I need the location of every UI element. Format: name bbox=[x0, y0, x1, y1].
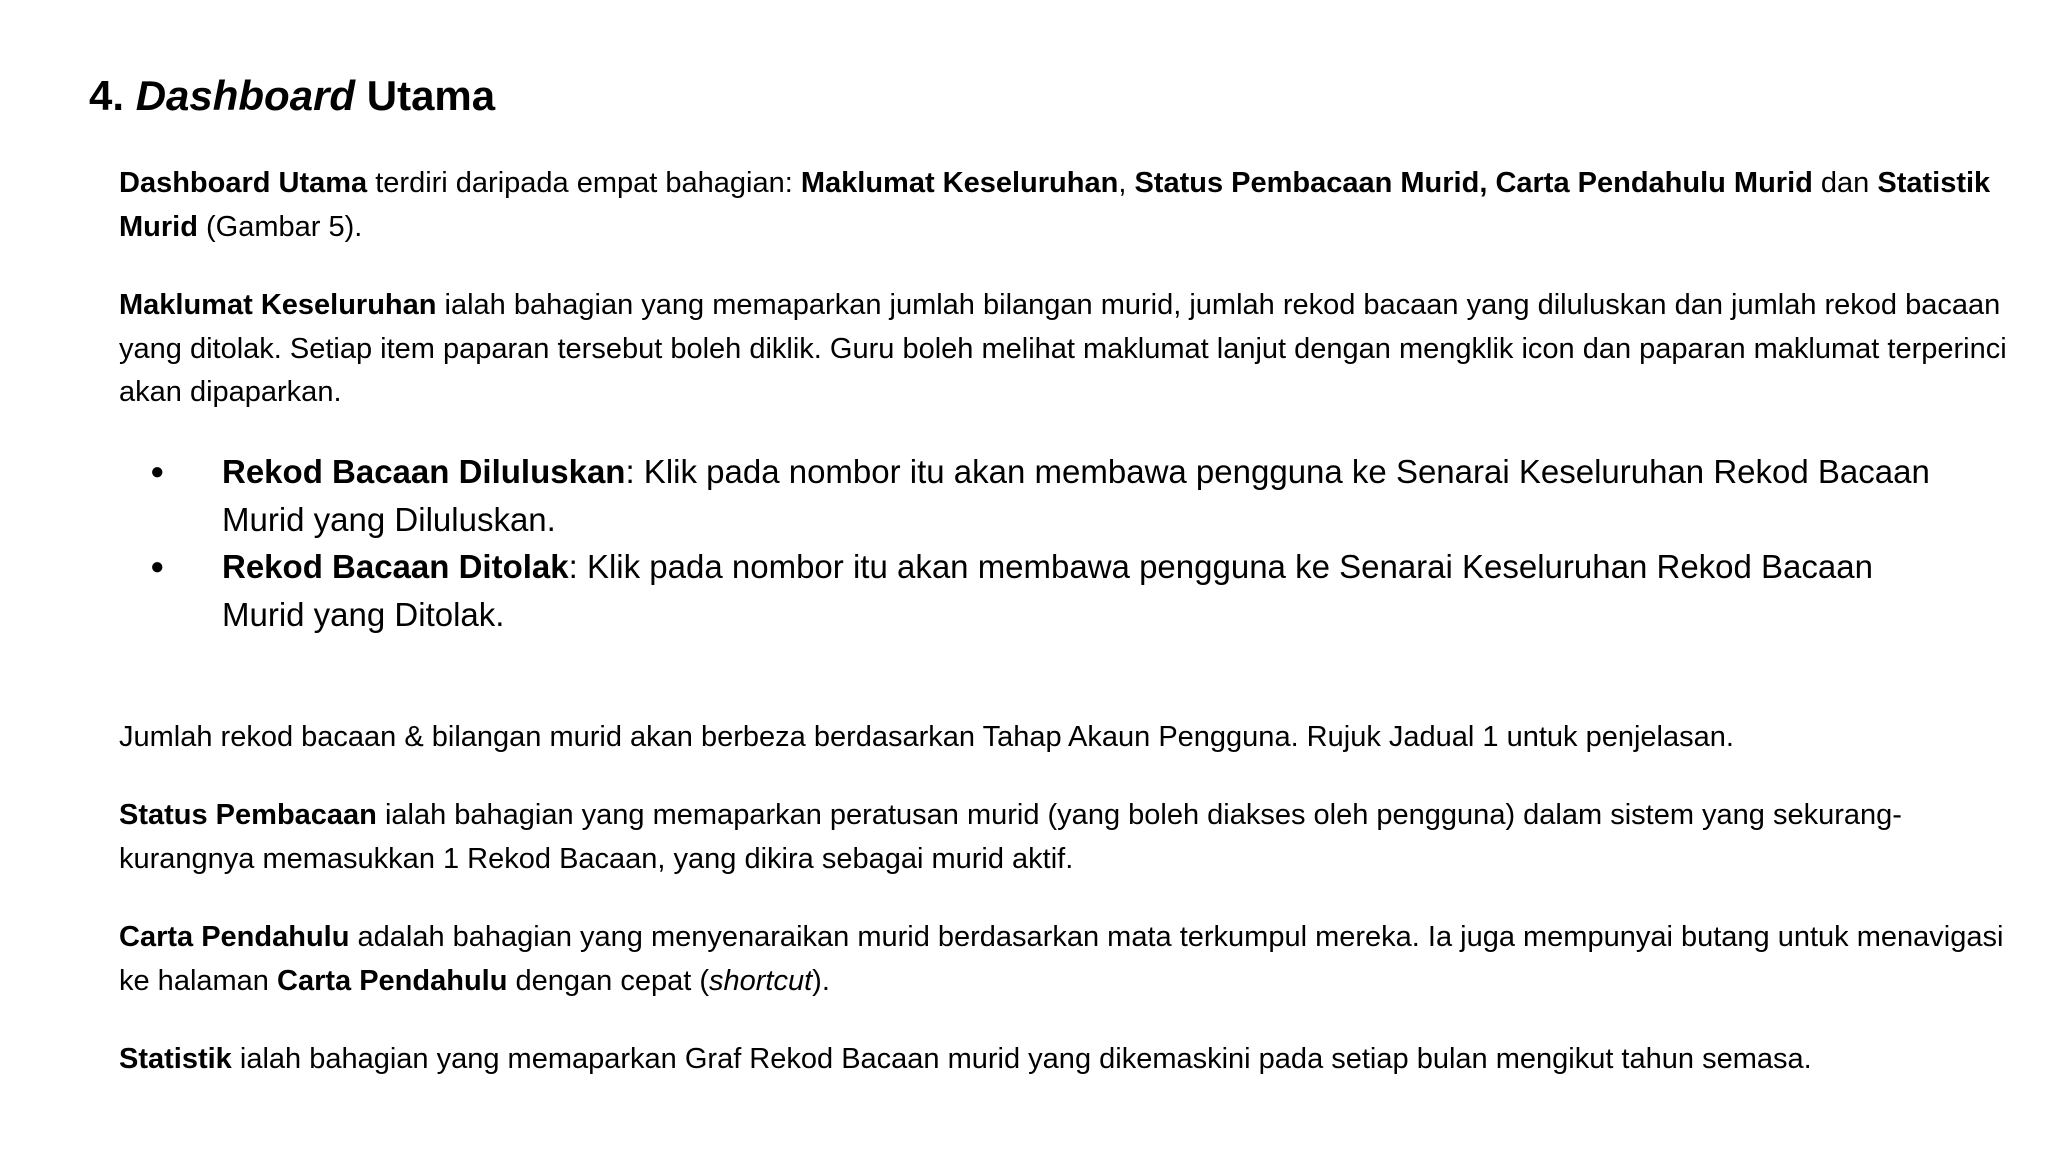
intro-bold-maklumat: Maklumat Keseluruhan bbox=[800, 167, 1119, 199]
intro-paragraph bbox=[119, 162, 2019, 249]
bullet-dot-icon: ● bbox=[150, 553, 165, 580]
intro-text-2: , bbox=[1118, 167, 1135, 199]
carta-text-1: adalah bahagian yang menyenaraikan murid berdasarkan mata terkumpul mereka. Ia juga mempunyai butang untuk menavigasi ke halaman bbox=[119, 921, 2004, 997]
intro-bold-status-carta: Status Pembacaan Murid, Carta Pendahulu Murid bbox=[1134, 167, 1813, 199]
statistik-paragraph bbox=[119, 1038, 2019, 1082]
carta-italic-shortcut: shortcut bbox=[708, 964, 813, 997]
bullet-bold-diluluskan: Rekod Bacaan Diluluskan bbox=[222, 453, 626, 490]
intro-text-3: dan bbox=[1812, 167, 1878, 199]
intro-bold-statistik: Statistik Murid bbox=[119, 167, 1991, 243]
section-heading bbox=[89, 68, 495, 124]
maklumat-paragraph bbox=[119, 284, 2019, 415]
status-bold: Status Pembacaan bbox=[119, 799, 377, 831]
carta-text-2: dengan cepat ( bbox=[507, 964, 709, 997]
bullet-text-ditolak: : Klik pada nombor itu akan membawa pengguna ke Senarai Keseluruhan Rekod Bacaan Murid yang Ditolak. bbox=[222, 548, 1873, 633]
intro-text-4: (Gambar 5). bbox=[197, 210, 363, 243]
carta-bold: Carta Pendahulu bbox=[119, 921, 350, 953]
bullet-text-diluluskan: : Klik pada nombor itu akan membawa pengguna ke Senarai Keseluruhan Rekod Bacaan Murid yang Diluluskan. bbox=[222, 453, 1930, 538]
bullet-dot-icon: ● bbox=[150, 458, 165, 485]
note-paragraph: Jumlah rekod bacaan & bilangan murid akan berbeza berdasarkan Tahap Akaun Pengguna. Rujuk Jadual 1 untuk penjelasan. bbox=[119, 721, 1734, 753]
list-item bbox=[0, 543, 1962, 638]
carta-text-3: ). bbox=[812, 964, 830, 997]
heading-number: 4. bbox=[89, 72, 125, 119]
maklumat-bold: Maklumat Keseluruhan bbox=[119, 289, 437, 321]
list-item bbox=[0, 448, 1962, 543]
intro-text-1: terdiri daripada empat bahagian: bbox=[367, 167, 801, 199]
bullet-bold-ditolak: Rekod Bacaan Ditolak bbox=[222, 548, 569, 585]
heading-italic-word: Dashboard bbox=[135, 72, 356, 119]
maklumat-text: ialah bahagian yang memaparkan jumlah bilangan murid, jumlah rekod bacaan yang diluluskan dan jumlah rekod bacaan yang ditolak. Setiap item paparan tersebut boleh diklik. Guru boleh melihat maklumat lanjut dengan mengklik icon dan paparan maklumat terperinci akan dipaparkan. bbox=[119, 289, 2007, 408]
heading-rest: Utama bbox=[366, 72, 496, 119]
status-paragraph bbox=[119, 794, 2019, 881]
status-text: ialah bahagian yang memaparkan peratusan murid (yang boleh diakses oleh pengguna) dalam sistem yang sekurang-kurangnya memasukkan 1 Rekod Bacaan, yang dikira sebagai murid aktif. bbox=[119, 799, 1902, 875]
bullet-list bbox=[0, 448, 2048, 638]
carta-paragraph bbox=[119, 916, 2019, 1003]
statistik-text: ialah bahagian yang memaparkan Graf Rekod Bacaan murid yang dikemaskini pada setiap bulan mengikut tahun semasa. bbox=[231, 1043, 1812, 1075]
carta-bold-2: Carta Pendahulu bbox=[277, 964, 508, 997]
intro-bold-dashboard: Dashboard Utama bbox=[119, 167, 368, 199]
statistik-bold: Statistik bbox=[119, 1043, 232, 1075]
